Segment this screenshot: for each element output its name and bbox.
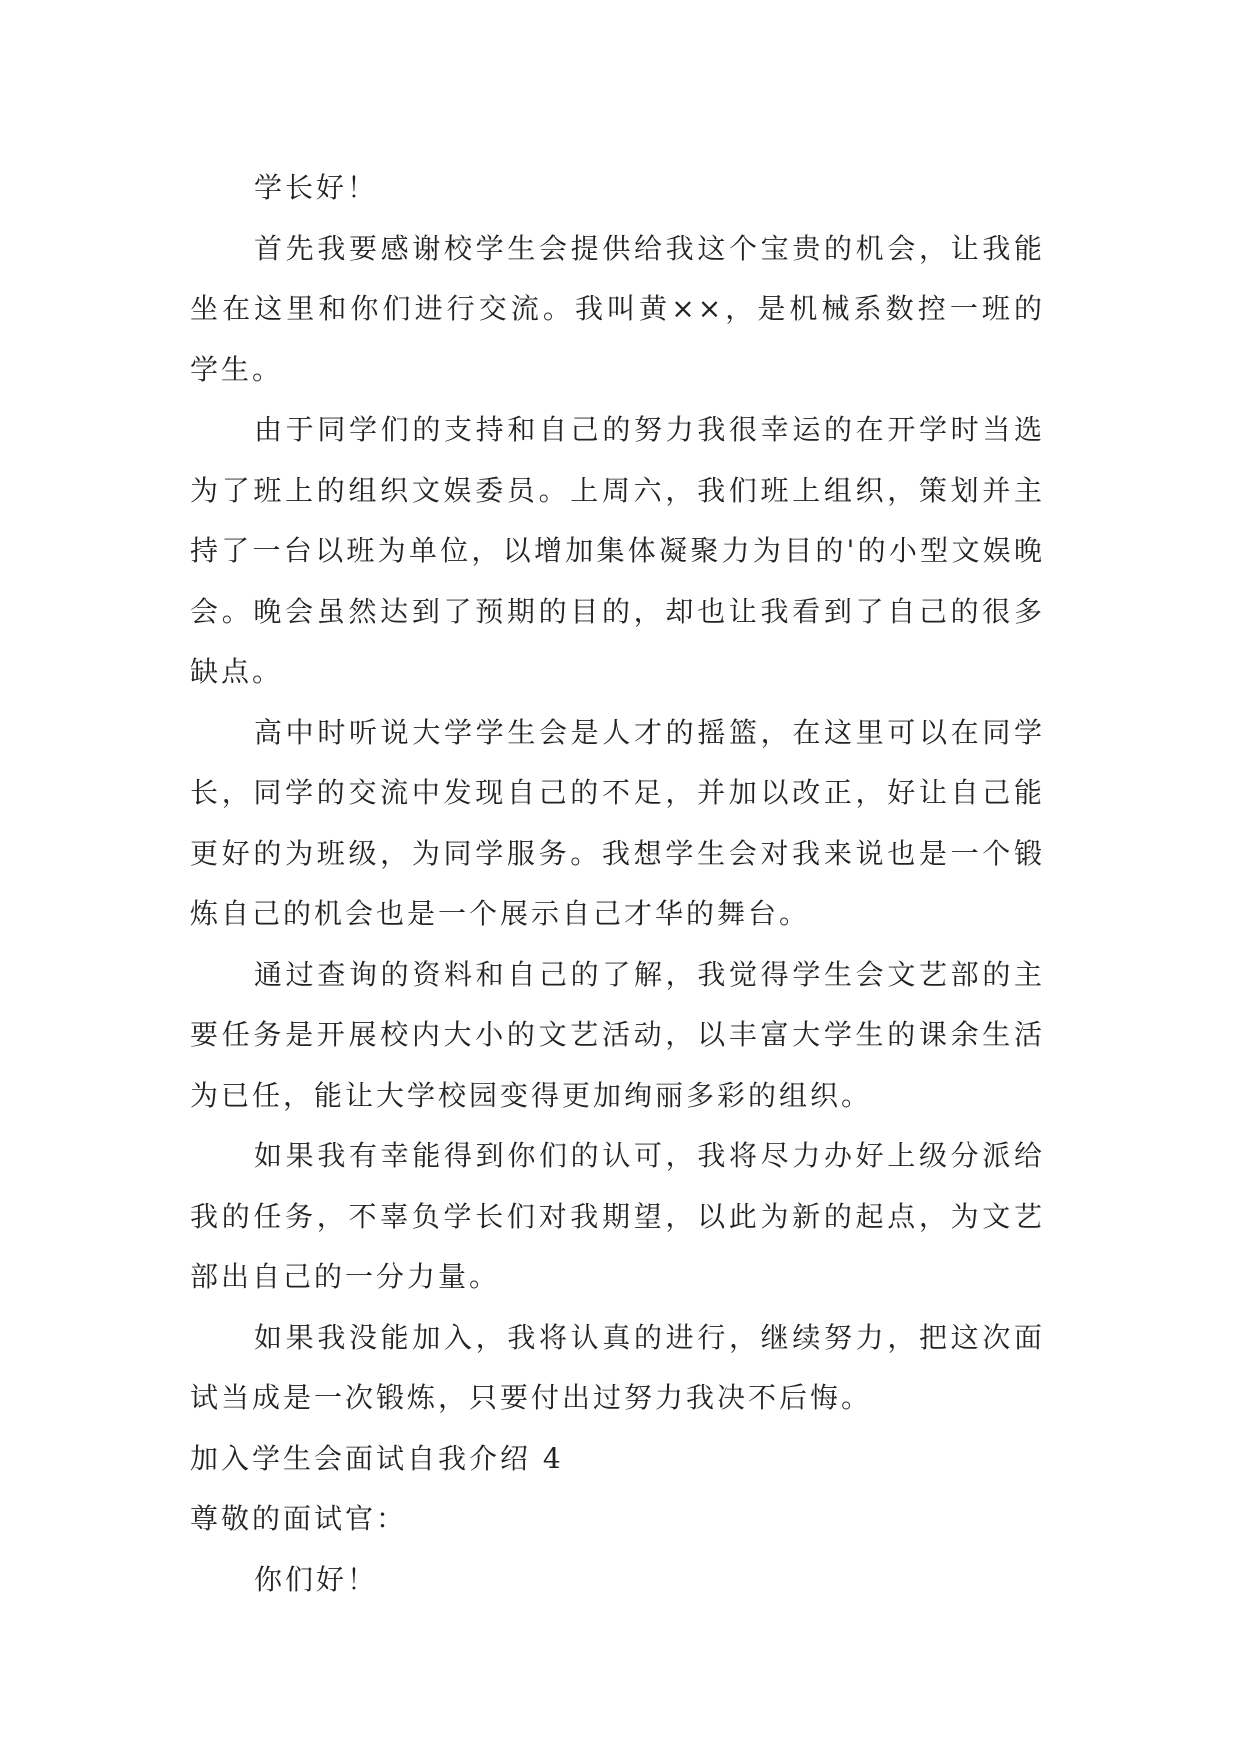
understanding-paragraph: 通过查询的资料和自己的了解，我觉得学生会文艺部的主要任务是开展校内大小的文艺活动，以丰富大学生的课余生活为已任，能让大学校园变得更加绚丽多彩的组织。 — [190, 957, 1045, 1112]
if-accepted-paragraph: 如果我有幸能得到你们的认可，我将尽力办好上级分派给我的任务，不辜负学长们对我期望，以此为新的起点，为文艺部出自己的一分力量。 — [190, 1139, 1045, 1293]
if-rejected-paragraph: 如果我没能加入，我将认真的进行，继续努力，把这次面试当成是一次锻炼，只要付出过努力我决不后悔。 — [190, 1320, 1045, 1414]
section-heading: 加入学生会面试自我介绍 4 — [190, 1441, 564, 1475]
motivation-paragraph: 高中时听说大学学生会是人才的摇篮，在这里可以在同学长，同学的交流中发现自己的不足，并加以改正，好让自己能更好的为班级，为同学服务。我想学生会对我来说也是一个锻炼自己的机会也是一个展示自己才华的舞台。 — [190, 715, 1045, 930]
experience-paragraph: 由于同学们的支持和自己的努力我很幸运的在开学时当选为了班上的组织文娱委员。上周六，我们班上组织，策划并主持了一台以班为单位，以增加集体凝聚力为目的'的小型文娱晚会。晚会虽然达到了预期的目的，却也让我看到了自己的很多缺点。 — [190, 413, 1045, 688]
thanks-paragraph: 首先我要感谢校学生会提供给我这个宝贵的机会，让我能坐在这里和你们进行交流。我叫黄××，是机械系数控一班的学生。 — [190, 231, 1045, 386]
document-body — [190, 158, 1045, 1610]
greeting-paragraph: 学长好！ — [254, 171, 379, 204]
salutation-line: 尊敬的面试官： — [190, 1502, 408, 1535]
second-greeting-paragraph: 你们好！ — [254, 1562, 379, 1596]
